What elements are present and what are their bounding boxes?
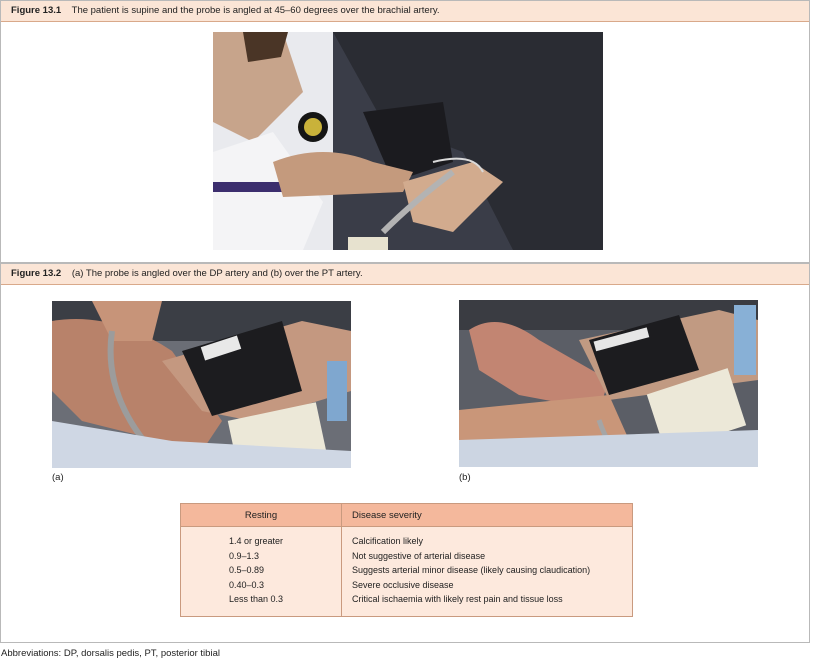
severity-value: Severe occlusive disease — [352, 579, 454, 590]
figure-13-2-caption-bar — [1, 264, 809, 285]
resting-values-column — [181, 527, 342, 617]
photo-b-label: (b) — [459, 472, 471, 483]
figure-13-2-label: Figure 13.2 — [11, 268, 62, 279]
resting-value: 0.9–1.3 — [229, 550, 260, 561]
figure-13-1-caption-bar — [1, 1, 809, 22]
severity-value: Suggests arterial minor disease (likely causing claudication) — [352, 565, 591, 576]
brachial-artery-photo — [213, 32, 603, 250]
abbreviations-note: Abbreviations: DP, dorsalis pedis, PT, posterior tibial — [1, 648, 220, 659]
figure-13-1-caption: The patient is supine and the probe is angled at 45–60 degrees over the brachial artery. — [71, 5, 440, 16]
dp-artery-photo — [52, 301, 351, 468]
severity-value: Critical ischaemia with likely rest pain and tissue loss — [352, 594, 563, 605]
figure-13-2-caption: (a) The probe is angled over the DP artery and (b) over the PT artery. — [71, 268, 363, 279]
severity-value: Not suggestive of arterial disease — [352, 550, 486, 561]
abpi-severity-table — [180, 503, 633, 617]
photo-a-label: (a) — [52, 472, 64, 483]
resting-value: 0.40–0.3 — [229, 579, 265, 590]
resting-value: 1.4 or greater — [229, 536, 284, 546]
severity-value: Calcification likely — [352, 536, 424, 546]
resting-value: 0.5–0.89 — [229, 565, 265, 576]
table-body-row — [181, 527, 633, 617]
table-header-row — [181, 504, 633, 527]
resting-header: Resting — [181, 504, 342, 527]
disease-severity-header: Disease severity — [342, 504, 633, 527]
pt-artery-photo — [459, 300, 758, 467]
figure-13-1-label: Figure 13.1 — [11, 5, 62, 16]
severity-values-column — [342, 527, 633, 617]
resting-value: Less than 0.3 — [229, 594, 284, 605]
